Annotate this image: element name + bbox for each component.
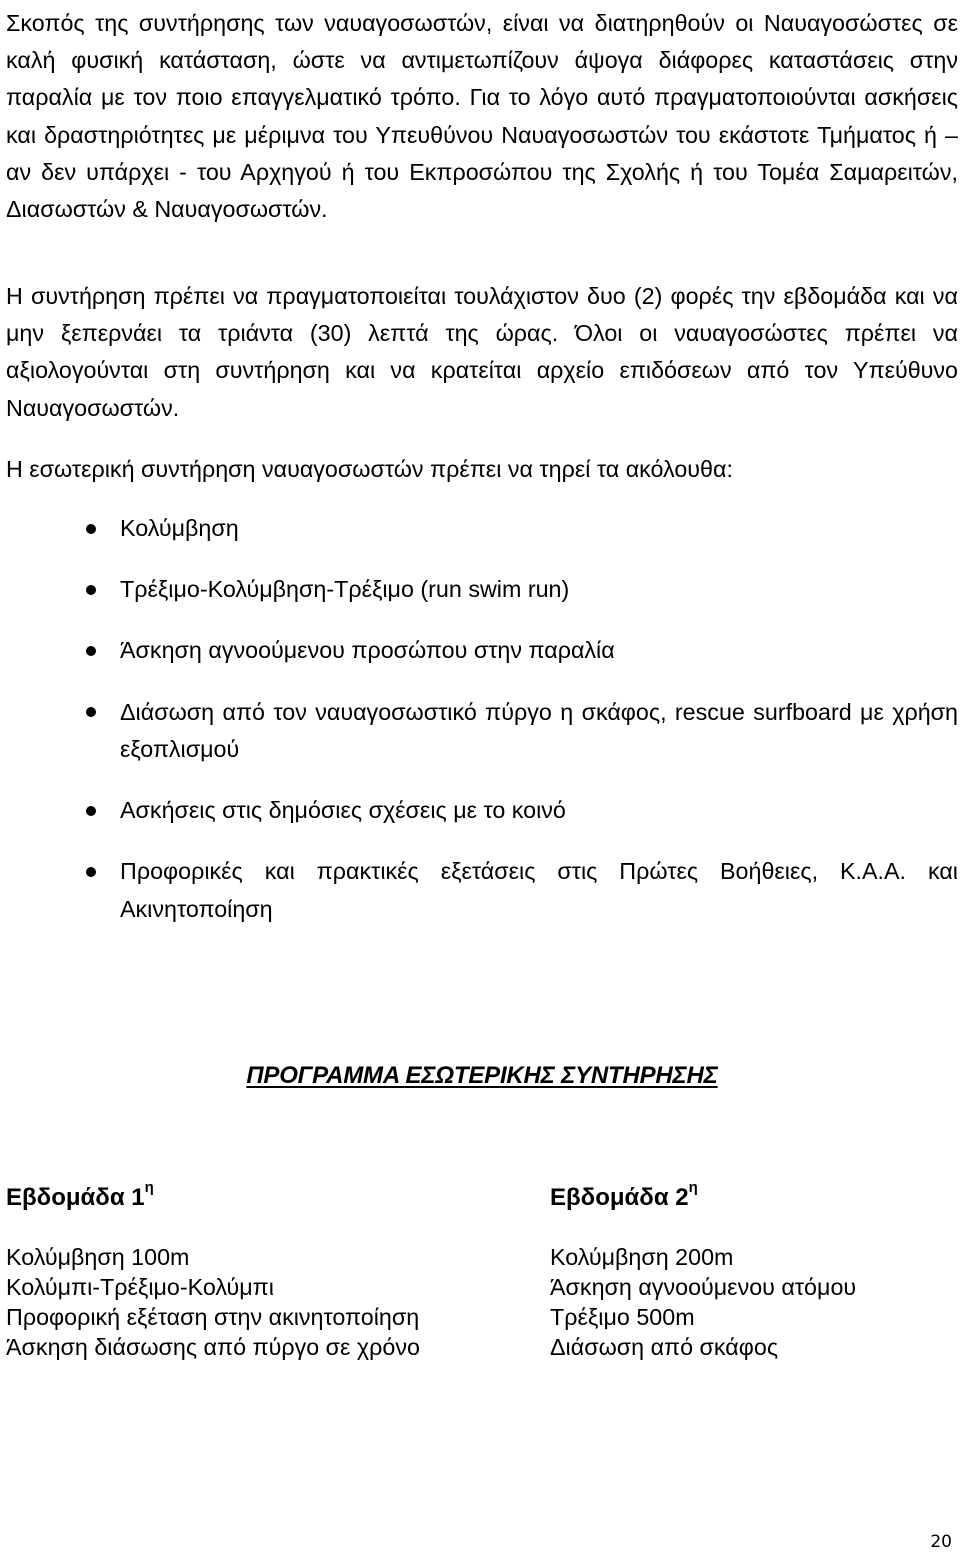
week-1-title-superscript: η <box>144 1179 154 1196</box>
list-item <box>6 792 958 830</box>
week-2-item: Κολύμβηση 200m <box>550 1244 734 1270</box>
week-2-item: Άσκηση αγνοούμενου ατόμου <box>550 1274 857 1300</box>
week-2-title-superscript: η <box>688 1179 698 1196</box>
list-item <box>6 510 958 548</box>
bullet-icon <box>86 646 96 656</box>
intro-paragraph: Σκοπός της συντήρησης των ναυαγοσωστών, είναι να διατηρηθούν οι Ναυαγοσώστες σε καλή φυσική κατάσταση, ώστε να αντιμετωπίζουν άψογα διάφορες καταστάσεις στην παραλία με τον ποιο επαγγελματικό τρόπο. Για το λόγο αυτό πραγματοποιούνται ασκήσεις και δραστηριότητες με μέριμνα του Υπευθύνου Ναυαγοσωστών του εκάστοτε Τμήματος ή – αν δεν υπάρχει - του Αρχηγού ή του Εκπροσώπου της Σχολής ή του Τομέα Σαμαρειτών, Διασωστών & Ναυαγοσωστών. <box>6 10 958 223</box>
week-2-item: Διάσωση από σκάφος <box>550 1334 779 1360</box>
week-1-item: Προφορική εξέταση στην ακινητοποίηση <box>6 1304 420 1330</box>
frequency-paragraph: Η συντήρηση πρέπει να πραγματοποιείται τουλάχιστον δυο (2) φορές την εβδομάδα και να μην ξεπερνάει τα τριάντα (30) λεπτά της ώρας. Όλοι οι ναυαγοσώστες πρέπει να αξιολογούνται στη συντήρηση και να κρατείται αρχείο επιδόσεων από τον Υπεύθυνο Ναυαγοσωστών. <box>6 283 958 421</box>
week-1-item: Κολύμβηση 100m <box>6 1244 190 1270</box>
week-1-section <box>6 1178 466 1362</box>
list-item-text: Κολύμβηση <box>120 515 239 541</box>
week-1-item: Κολύμπι-Τρέξιμο-Κολύμπι <box>6 1274 274 1300</box>
bullet-icon <box>86 806 96 816</box>
list-item-text: Τρέξιμο-Κολύμβηση-Τρέξιμο (run swim run) <box>120 576 570 603</box>
week-2-title <box>550 1178 960 1218</box>
bullet-icon <box>86 585 96 595</box>
week-2-item: Τρέξιμο 500m <box>550 1304 695 1330</box>
week-2-title-text: Εβδομάδα 2 <box>550 1184 689 1211</box>
week-1-items <box>6 1242 466 1362</box>
list-item-text: Άσκηση αγνοούμενου προσώπου στην παραλία <box>120 637 615 664</box>
page-number: 20 <box>930 1532 952 1552</box>
week-1-title <box>6 1178 466 1218</box>
list-item-text: Διάσωση από τον ναυαγοσωστικό πύργο η σκάφος, rescue surfboard με χρήση εξοπλισμού <box>120 698 958 763</box>
week-1-title-text: Εβδομάδα 1 <box>6 1184 145 1211</box>
list-item <box>6 853 958 928</box>
list-item-text: Προφορικές και πρακτικές εξετάσεις στις Πρώτες Βοήθειες, Κ.Α.Α. και Ακινητοποίηση <box>120 858 958 922</box>
bullet-icon <box>86 524 96 534</box>
week-2-items <box>550 1242 960 1362</box>
week-1-item: Άσκηση διάσωσης από πύργο σε χρόνο <box>6 1334 420 1360</box>
list-item <box>6 694 958 769</box>
list-item <box>6 571 958 609</box>
program-title: ΠΡΟΓΡΑΜΜΑ ΕΣΩΤΕΡΙΚΗΣ ΣΥΝΤΗΡΗΣΗΣ <box>246 1062 718 1089</box>
bullet-icon <box>86 867 96 877</box>
requirements-intro: Η εσωτερική συντήρηση ναυαγοσωστών πρέπει να τηρεί τα ακόλουθα: <box>6 456 733 482</box>
document-page <box>6 0 958 1558</box>
bullet-icon <box>86 707 96 717</box>
week-2-section <box>550 1178 960 1362</box>
requirements-list <box>6 510 958 952</box>
list-item-text: Ασκήσεις στις δημόσιες σχέσεις με το κοινό <box>120 797 566 824</box>
list-item <box>6 632 958 670</box>
